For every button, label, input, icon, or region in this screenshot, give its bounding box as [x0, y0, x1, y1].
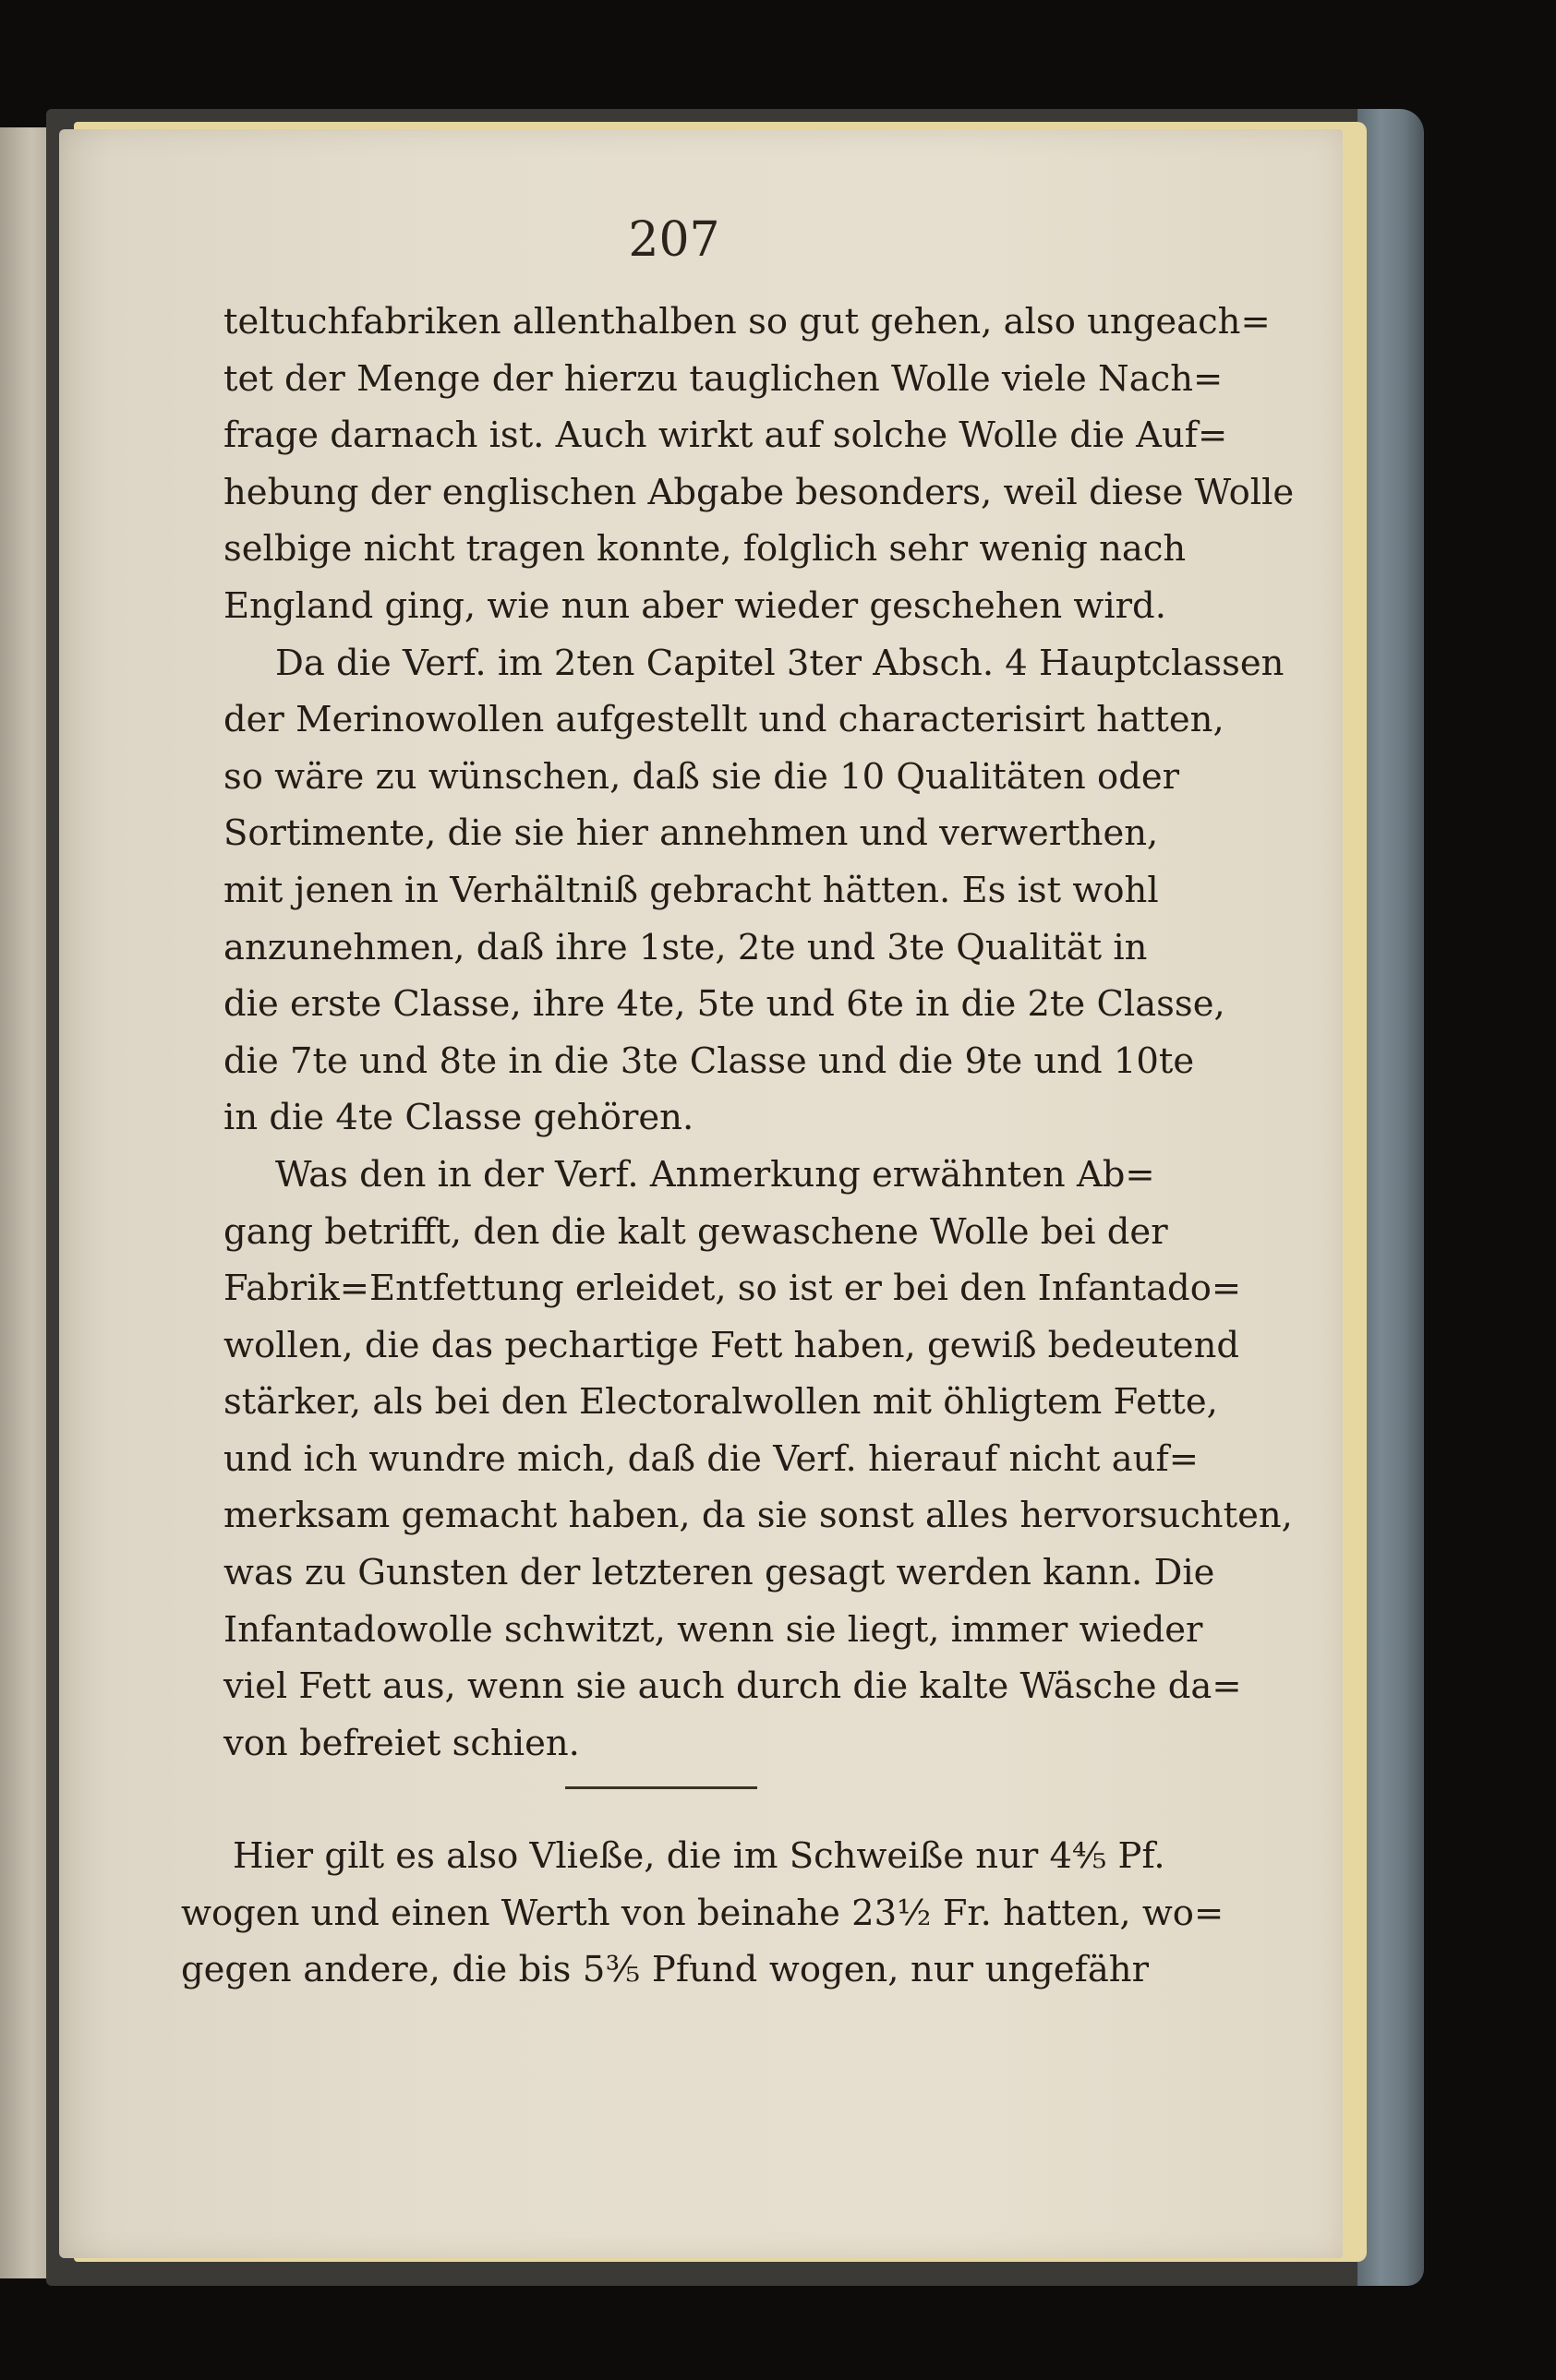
text-line: frage darnach ist. Auch wirkt auf solche Wolle die Auf=: [223, 415, 1228, 457]
text-line: tet der Menge der hierzu tauglichen Wolle viele Nach=: [223, 357, 1224, 400]
text-line: anzunehmen, daß ihre 1ste, 2te und 3te Qualität in: [223, 926, 1148, 968]
text-line: von befreiet schien.: [223, 1722, 580, 1764]
footnote-line: wogen und einen Werth von beinahe 23½ Fr. hatten, wo=: [181, 1892, 1224, 1934]
text-line: England ging, wie nun aber wieder geschehen wird.: [223, 584, 1166, 627]
text-line: viel Fett aus, wenn sie auch durch die kalte Wäsche da=: [223, 1665, 1242, 1708]
text-line: und ich wundre mich, daß die Verf. hierauf nicht auf=: [223, 1437, 1199, 1480]
text-line: Da die Verf. im 2ten Capitel 3ter Absch. 4 Hauptclassen: [275, 642, 1285, 684]
section-divider: [565, 1786, 757, 1789]
cover-edge: [1357, 109, 1424, 2286]
text-line: stärker, als bei den Electoralwollen mit öhligtem Fette,: [223, 1381, 1218, 1424]
text-line: die 7te und 8te in die 3te Classe und die 9te und 10te: [223, 1040, 1195, 1082]
footnote-line: gegen andere, die bis 5⅗ Pfund wogen, nur ungefähr: [181, 1949, 1149, 1991]
footnote-text: [181, 1828, 1224, 1999]
page-number: 207: [628, 212, 720, 268]
text-line: Was den in der Verf. Anmerkung erwähnten Ab=: [275, 1153, 1155, 1196]
footnote-line: Hier gilt es also Vließe, die im Schweiße nur 4⅘ Pf.: [233, 1835, 1165, 1877]
text-line: die erste Classe, ihre 4te, 5te und 6te in die 2te Classe,: [223, 983, 1225, 1026]
text-line: hebung der englischen Abgabe besonders, weil diese Wolle: [223, 471, 1295, 513]
text-line: Sortimente, die sie hier annehmen und verwerthen,: [223, 812, 1159, 855]
text-line: was zu Gunsten der letzteren gesagt werden kann. Die: [223, 1552, 1215, 1594]
text-line: wollen, die das pechartige Fett haben, gewiß bedeutend: [223, 1324, 1240, 1366]
text-line: mit jenen in Verhältniß gebracht hätten. Es ist wohl: [223, 869, 1159, 911]
text-line: so wäre zu wünschen, daß sie die 10 Qualitäten oder: [223, 755, 1180, 798]
body-text: [223, 294, 1295, 1772]
text-line: gang betrifft, den die kalt gewaschene Wolle bei der: [223, 1210, 1168, 1253]
text-line: Fabrik=Entfettung erleidet, so ist er bei den Infantado=: [223, 1268, 1242, 1310]
text-line: Infantadowolle schwitzt, wenn sie liegt, immer wieder: [223, 1608, 1203, 1651]
text-line: merksam gemacht haben, da sie sonst alles hervorsuchten,: [223, 1495, 1293, 1537]
text-line: der Merinowollen aufgestellt und characterisirt hatten,: [223, 699, 1224, 741]
text-line: teltuchfabriken allenthalben so gut gehen, also ungeach=: [223, 301, 1271, 343]
text-line: in die 4te Classe gehören.: [223, 1097, 694, 1139]
text-line: selbige nicht tragen konnte, folglich sehr wenig nach: [223, 528, 1187, 571]
